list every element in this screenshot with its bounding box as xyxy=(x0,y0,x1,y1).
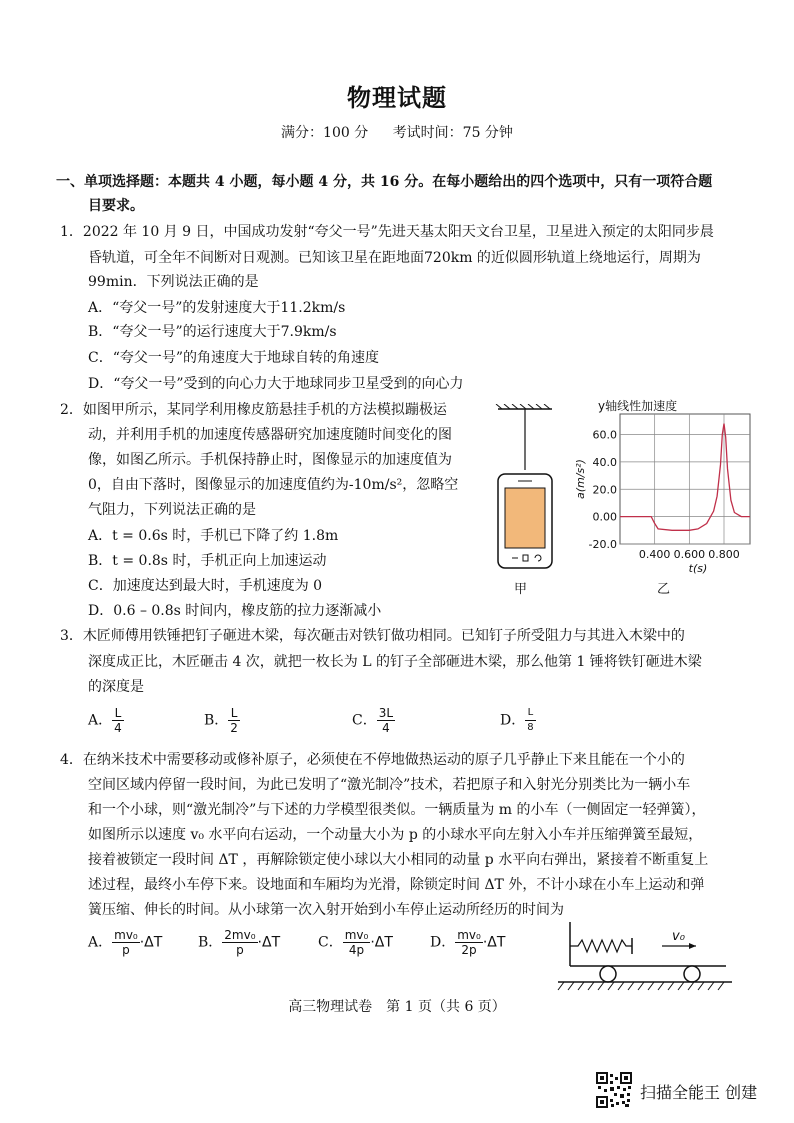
x-tick-label: 0.400 xyxy=(638,548,671,561)
q3-option-b: B． $\frac{L}{2}$ xyxy=(204,706,238,735)
phone-figure xyxy=(490,404,560,576)
exam-meta xyxy=(0,122,794,142)
v0-label: v₀ xyxy=(672,929,685,944)
y-tick-label: 40.0 xyxy=(592,455,617,469)
q4-text-2: 空间区域内停留一段时间，为此已发明了“激光制冷”技术，若把原子和入射光分别类比为一辆小车 xyxy=(88,777,691,793)
q4-text-3: 和一个小球，则“激光制冷”与下述的力学模型很类似。一辆质量为 m 的小车（一侧固定一轻弹簧）， xyxy=(88,802,706,818)
scanner-watermark: 扫描全能王 创建 xyxy=(640,1083,758,1102)
q2-option-d: D．0.6 – 0.8s 时间内，橡皮筋的拉力逐渐减小 xyxy=(88,603,382,619)
x-tick-label: 0.600 xyxy=(673,548,706,561)
q3-option-a: A． $\frac{L}{4}$ xyxy=(88,706,122,735)
acceleration-series-line xyxy=(620,424,750,531)
q4-text-4: 如图所示以速度 v₀ 水平向右运动，一个动量大小为 p 的小球水平向左射入小车并压缩弹簧至最短， xyxy=(88,827,703,843)
section-heading-cont: 目要求。 xyxy=(88,198,144,214)
q2-option-b: B．t = 0.8s 时，手机正向上加速运动 xyxy=(88,553,327,569)
q2-text-4: 0，自由下落时，图像显示的加速度值约为-10m/s²，忽略空 xyxy=(88,477,459,493)
q1-option-c: C．“夸父一号”的角速度大于地球自转的角速度 xyxy=(88,350,380,366)
chart-title: y轴线性加速度 xyxy=(598,399,678,413)
q3-text-2: 深度成正比，木匠砸击 4 次，就把一枚长为 L 的钉子全部砸进木梁，那么他第 1 锤将铁钉砸进木梁 xyxy=(88,654,702,670)
y-tick-label: 20.0 xyxy=(592,483,617,497)
qr-code-icon xyxy=(596,1072,632,1108)
q1-text-2: 昏轨道，可全年不间断对日观测。已知该卫星在距地面720km 的近似圆形轨道上绕地运行，周期为 xyxy=(88,250,701,266)
y-tick-label: 0.00 xyxy=(592,510,617,524)
acceleration-chart xyxy=(570,396,756,580)
cart-figure xyxy=(556,916,736,996)
q3-text-3: 的深度是 xyxy=(88,679,144,695)
x-axis-label: t(s) xyxy=(688,562,708,575)
q4-text-6: 述过程，最终小车停下来。设地面和车厢均为光滑，除锁定时间 ΔT 外，不计小球在小车上运动和弹 xyxy=(88,877,705,893)
exam-time: 考试时间：75 分钟 xyxy=(392,125,513,141)
x-tick-label: 0.800 xyxy=(708,548,740,561)
caption-yi: 乙 xyxy=(657,582,671,597)
q4-text-5: 接着被锁定一段时间 ΔT ，再解除锁定使小球以大小相同的动量 p 水平向右弹出，紧接着不断重复上 xyxy=(88,852,709,868)
q2-option-c: C．加速度达到最大时，手机速度为 0 xyxy=(88,578,323,594)
y-tick-label: -20.0 xyxy=(588,538,617,551)
q4-option-b: B． $\frac{\text{2mv₀}}{p}$ ·ΔT xyxy=(198,928,281,957)
q3-option-d: D． $\frac{L}{8}$ xyxy=(500,707,534,733)
q3-option-c: C． $\frac{3L}{4}$ xyxy=(352,706,394,735)
q4-text-7: 簧压缩、伸长的时间。从小球第一次入射开始到小车停止运动所经历的时间为 xyxy=(88,902,564,918)
q4-option-d: D． $\frac{\text{mv₀}}{2p}$ ·ΔT xyxy=(430,928,506,957)
q4-option-a: A． $\frac{\text{mv₀}}{p}$ ·ΔT xyxy=(88,928,163,957)
q2-text-1: 2．如图甲所示，某同学利用橡皮筋悬挂手机的方法模拟蹦极运 xyxy=(60,402,447,418)
q1-option-d: D．“夸父一号”受到的向心力大于地球同步卫星受到的向心力 xyxy=(88,376,464,392)
q1-text-3: 99min．下列说法正确的是 xyxy=(88,274,259,290)
section-heading: 一、单项选择题：本题共 4 小题，每小题 4 分，共 16 分。在每小题给出的四个选项中，只有一项符合题 xyxy=(56,174,713,190)
y-tick-label: 60.0 xyxy=(592,428,617,442)
q4-option-c: C． $\frac{\text{mv₀}}{4p}$ ·ΔT xyxy=(318,928,393,957)
q2-text-2: 动，并利用手机的加速度传感器研究加速度随时间变化的图 xyxy=(88,427,452,443)
q4-text-1: 4．在纳米技术中需要移动或修补原子，必须使在不停地做热运动的原子几乎静止下来且能在一个小的 xyxy=(60,752,685,768)
q2-option-a: A．t = 0.6s 时，手机已下降了约 1.8m xyxy=(88,528,339,544)
q2-text-5: 气阻力，下列说法正确的是 xyxy=(88,502,256,518)
q1-option-a: A．“夸父一号”的发射速度大于11.2km/s xyxy=(88,300,346,316)
q1-option-b: B．“夸父一号”的运行速度大于7.9km/s xyxy=(88,324,337,340)
caption-jia: 甲 xyxy=(514,582,528,597)
q1-text-1: 1．2022 年 10 月 9 日，中国成功发射“夸父一号”先进天基太阳天文台卫星，卫星进入预定的太阳同步晨 xyxy=(60,224,714,240)
y-axis-label: a(m/s²) xyxy=(574,459,587,499)
plot-frame xyxy=(620,414,750,544)
page-title: 物理试题 xyxy=(347,83,447,112)
q3-text-1: 3．木匠师傅用铁锤把钉子砸进木梁，每次砸击对铁钉做功相同。已知钉子所受阻力与其进入木梁中的 xyxy=(60,628,685,644)
page-footer: 高三物理试卷 第 1 页（共 6 页） xyxy=(288,999,506,1015)
full-score: 满分：100 分 xyxy=(281,125,369,141)
q2-text-3: 像，如图乙所示。手机保持静止时，图像显示的加速度值为 xyxy=(88,452,452,468)
